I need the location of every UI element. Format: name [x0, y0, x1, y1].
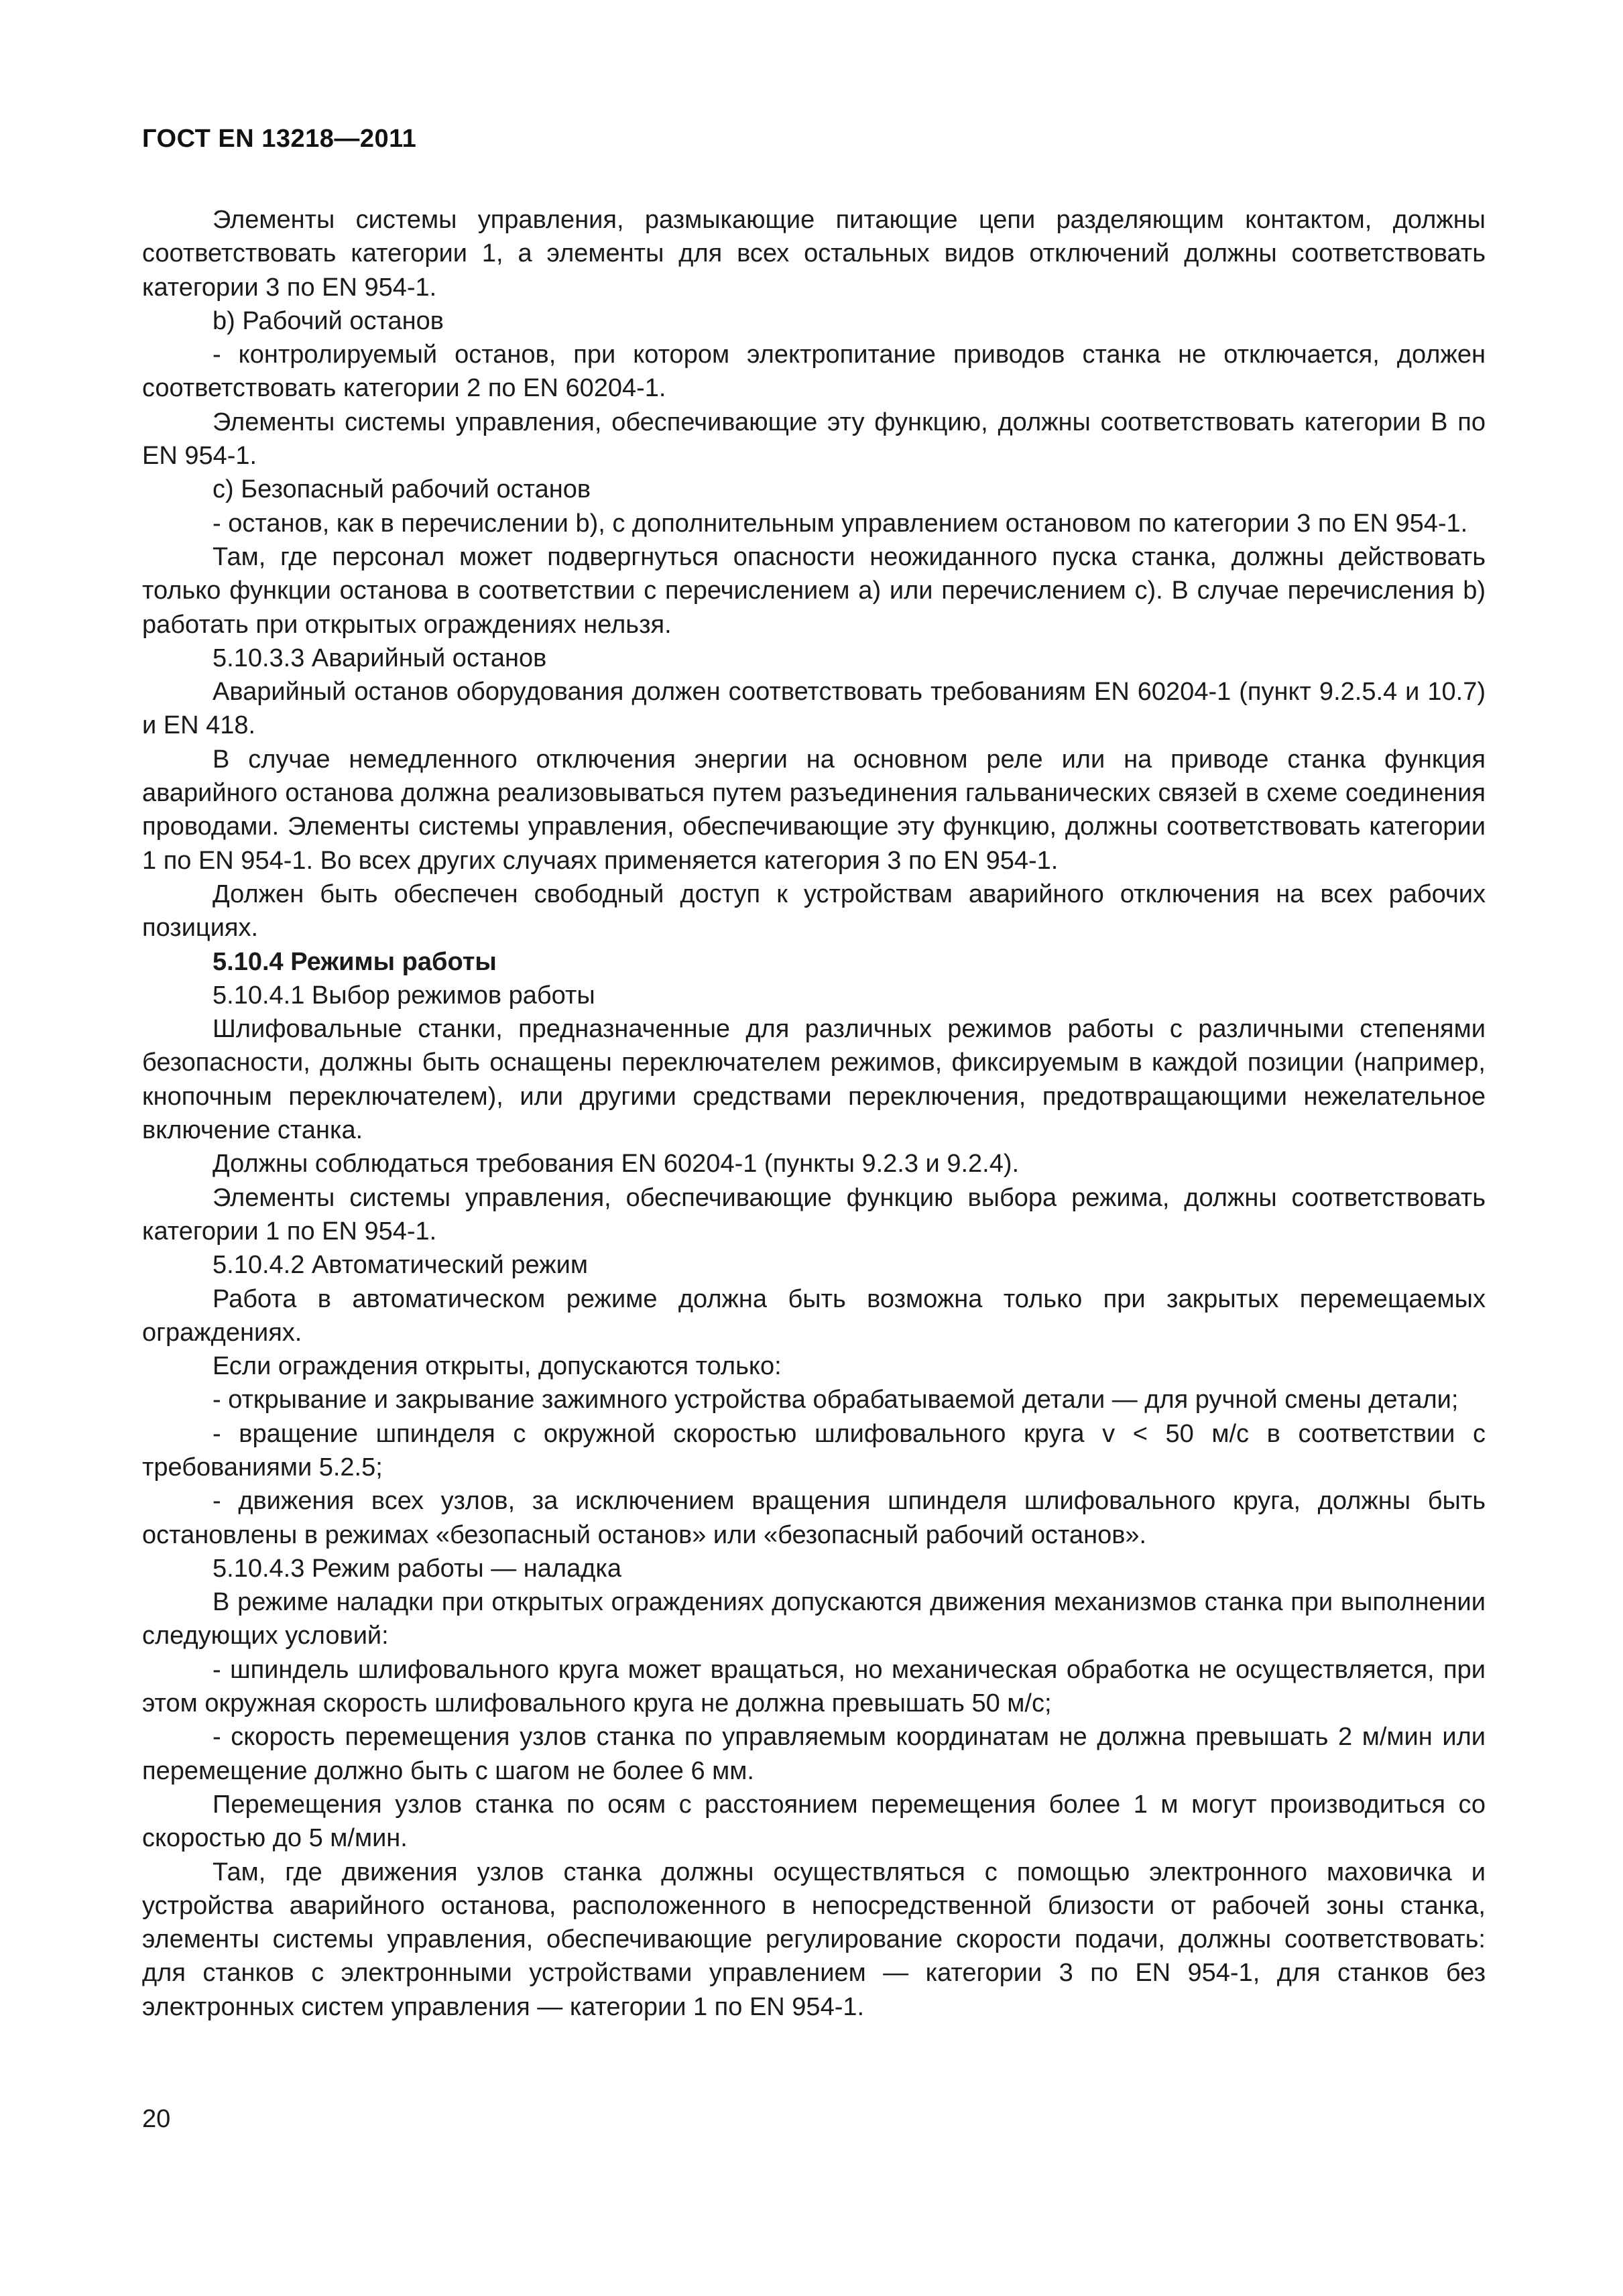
paragraph: 5.10.3.3 Аварийный останов — [213, 644, 547, 672]
paragraph: Элементы системы управления, обеспечивающие функцию выбора режима, должны соответствовать категории 1 по EN 954-1. — [142, 1183, 1486, 1246]
section-heading: 5.10.4 Режимы работы — [213, 947, 497, 976]
paragraph: - останов, как в перечислении b), с дополнительным управлением остановом по категории 3 по EN 954-1. — [213, 509, 1468, 538]
paragraph: Там, где движения узлов станка должны осуществляться с помощью электронного маховичка и устройства аварийного останова, расположенного в непосредственной близости от рабочей зоны станка, элементы системы управления, обеспечивающие регулирование скорости подачи, должны соответствовать: для станков с электронными устройствами управлением — категории 3 по EN 954-1, для станков без электронных систем управления — категории 1 по EN 954-1. — [142, 1858, 1486, 2021]
paragraph: - вращение шпинделя с окружной скоростью шлифовального круга v < 50 м/с в соответствии с требованиями 5.2.5; — [142, 1419, 1486, 1482]
paragraph: Там, где персонал может подвергнуться опасности неожиданного пуска станка, должны действовать только функции останова в соответствии с перечислением а) или перечислением с). В случае перечисления b) работать при открытых ограждениях нельзя. — [142, 542, 1486, 639]
paragraph: Шлифовальные станки, предназначенные для различных режимов работы с различными степенями безопасности, должны быть оснащены переключателем режимов, фиксируемым в каждой позиции (например, кнопочным переключателем), или другими средствами переключения, предотвращающими нежелательное включение станка. — [142, 1015, 1486, 1145]
paragraph: - скорость перемещения узлов станка по управляемым координатам не должна превышать 2 м/мин или перемещение должно быть с шагом не более 6 мм. — [142, 1723, 1486, 1785]
paragraph: - открывание и закрывание зажимного устройства обрабатываемой детали — для ручной смены детали; — [213, 1386, 1459, 1414]
paragraph: Перемещения узлов станка по осям с расстоянием перемещения более 1 м могут производиться со скоростью до 5 м/мин. — [142, 1790, 1486, 1853]
paragraph: с) Безопасный рабочий останов — [213, 475, 591, 504]
paragraph: b) Рабочий останов — [213, 306, 444, 335]
page-number: 20 — [142, 2105, 171, 2133]
paragraph: Должны соблюдаться требования EN 60204-1 (пункты 9.2.3 и 9.2.4). — [213, 1150, 1020, 1179]
paragraph: - движения всех узлов, за исключением вращения шпинделя шлифовального круга, должны быть остановлены в режимах «безопасный останов» или «безопасный рабочий останов». — [142, 1487, 1486, 1549]
paragraph: 5.10.4.2 Автоматический режим — [213, 1251, 588, 1280]
paragraph: Элементы системы управления, размыкающие питающие цепи разделяющим контактом, должны соответствовать категории 1, а элементы для всех остальных видов отключений должны соответствовать категории 3 по EN 954-1. — [142, 206, 1486, 302]
paragraph: В случае немедленного отключения энергии на основном реле или на приводе станка функция аварийного останова должна реализовываться путем разъединения гальванических связей в схеме соединения проводами. Элементы системы управления, обеспечивающие эту функцию, должны соответствовать категории 1 по EN 954-1. Во всех других случаях применяется категория 3 по EN 954-1. — [142, 745, 1486, 875]
paragraph: 5.10.4.1 Выбор режимов работы — [213, 981, 595, 1010]
paragraph: 5.10.4.3 Режим работы — наладка — [213, 1554, 621, 1583]
document-body — [142, 203, 1486, 2024]
paragraph: В режиме наладки при открытых ограждениях допускаются движения механизмов станка при выполнении следующих условий: — [142, 1588, 1486, 1650]
paragraph: Элементы системы управления, обеспечивающие эту функцию, должны соответствовать категории В по EN 954-1. — [142, 408, 1486, 471]
paragraph: Должен быть обеспечен свободный доступ к устройствам аварийного отключения на всех рабочих позициях. — [142, 880, 1486, 943]
paragraph: Если ограждения открыты, допускаются только: — [213, 1352, 782, 1381]
paragraph: - шпиндель шлифовального круга может вращаться, но механическая обработка не осуществляется, при этом окружная скорость шлифовального круга не должна превышать 50 м/с; — [142, 1655, 1486, 1718]
document-header: ГОСТ EN 13218—2011 — [142, 125, 417, 153]
paragraph: - контролируемый останов, при котором электропитание приводов станка не отключается, должен соответствовать категории 2 по EN 60204-1. — [142, 341, 1486, 403]
paragraph: Работа в автоматическом режиме должна быть возможна только при закрытых перемещаемых ограждениях. — [142, 1284, 1486, 1347]
paragraph: Аварийный останов оборудования должен соответствовать требованиям EN 60204-1 (пункт 9.2.5.4 и 10.7) и EN 418. — [142, 678, 1486, 740]
